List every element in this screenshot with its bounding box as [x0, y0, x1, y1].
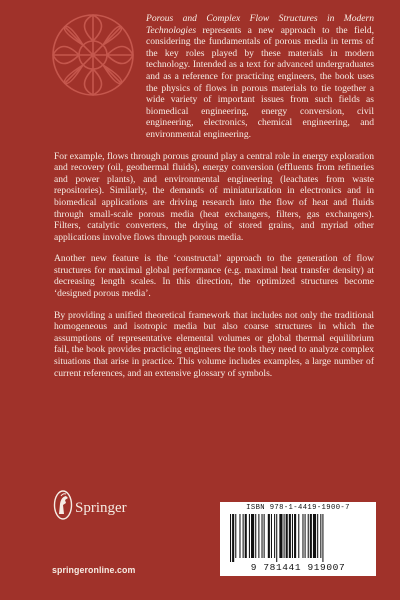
blurb-paragraph-1-rest: represents a new approach to the field, considering the fundamentals of porous media in terms of the key roles played by these materials in modern technology. Intended as a text for advanced undergraduates and as a reference for practicing engineers, the book uses the physics of flows in porous materials to tie together a wide variety of important issues from such fields as biomedical engineering, energy conversion, civil engineering, electronics, chemical engineering, and environmental engineering. — [146, 24, 374, 140]
barcode-bar — [268, 514, 270, 558]
barcode-bar — [310, 514, 312, 558]
barcode-bar — [245, 514, 247, 558]
barcode-bar — [320, 514, 321, 558]
barcode-bar — [230, 514, 231, 562]
springer-horse-icon — [52, 488, 74, 524]
barcode-bar — [255, 514, 256, 558]
barcode-bar — [302, 514, 303, 558]
barcode-bar — [305, 514, 306, 558]
barcode-bar — [298, 514, 299, 558]
barcode-bar — [313, 514, 316, 558]
barcode-bar — [274, 514, 275, 558]
barcode-bar — [276, 514, 277, 562]
barcode-bar — [279, 514, 282, 558]
barcode-bar — [239, 514, 240, 558]
barcode-bars — [228, 514, 368, 562]
barcode-bar — [286, 514, 288, 558]
barcode-digits: 9 781441 919007 — [250, 562, 346, 573]
blurb-paragraph-2: For example, flows through porous ground play a central role in energy exploration and recovery (oil, geothermal fluids), energy conversion (effluents from refineries and power plants), and environmental engineering (leachates from waste repositories). Similarly, the demands of miniaturization in electronics and in biomedical applications are driving research into the flow of heat and fluids through small-scale porous media (heat exchangers, filters, gas exchangers). Filters, catalytic converters, the drying of stored grains, and myriad other applications involve flows through porous media. — [54, 150, 374, 243]
publisher-logo — [52, 488, 172, 528]
barcode-bar — [292, 514, 293, 558]
barcode-bar — [262, 514, 263, 558]
publisher-name: Springer — [75, 500, 127, 516]
isbn-label: ISBN 978-1-4419-1900-7 — [246, 504, 350, 512]
barcode-bar — [232, 514, 234, 562]
barcode-bar — [322, 514, 323, 562]
isbn-barcode — [220, 502, 376, 576]
cover-blurb — [54, 13, 374, 389]
barcode-bar — [289, 514, 291, 558]
barcode-bar — [249, 514, 250, 558]
barcode-bar — [284, 514, 285, 558]
blurb-paragraph-3: Another new feature is the ‘constructal’ approach to the generation of flow structures for maximal global performance (e.g. maximal heat transfer density) at decreasing length scales. In this direction, the optimized structures become ‘designed porous media’. — [54, 253, 374, 300]
barcode-bar — [243, 514, 244, 558]
barcode-bar — [317, 514, 318, 558]
barcode-bar — [258, 514, 259, 558]
book-title: Porous and Complex Flow Structures in Modern Technologies — [146, 13, 374, 36]
barcode-bar — [235, 514, 236, 558]
barcode-bar — [264, 514, 265, 558]
barcode-bar — [308, 514, 309, 558]
barcode-bar — [294, 514, 296, 558]
barcode-bar — [251, 514, 254, 558]
blurb-paragraph-4: By providing a unified theoretical framework that includes not only the traditional homogeneous and isotropic media but also coarse structures in which the assumptions of representative elemental volumes or global thermal equilibrium fail, the book provides practicing engineers the tools they need to analyze complex situations that arise in practice. This volume includes examples, a large number of current references, and an extensive glossary of symbols. — [54, 309, 374, 379]
publisher-website: springeronline.com — [52, 565, 136, 575]
barcode-bar — [271, 514, 272, 558]
